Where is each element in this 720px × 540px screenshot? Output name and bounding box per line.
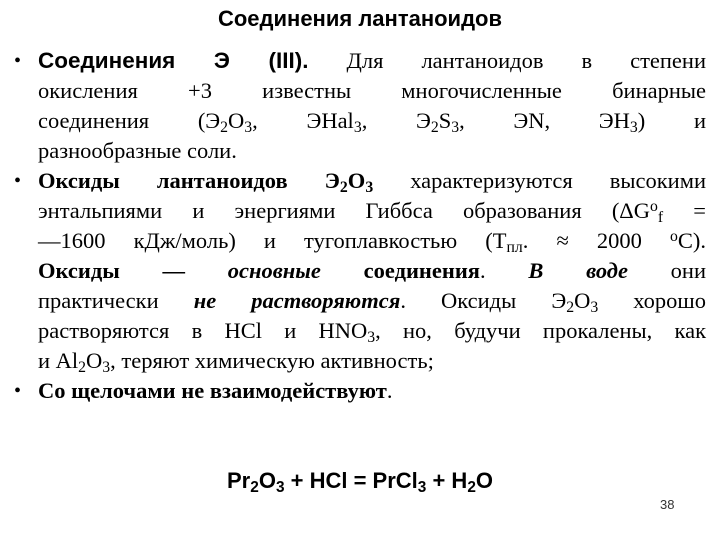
text-run: они [627, 258, 707, 283]
text-run: С). [677, 228, 706, 253]
text-run: соединения (Э [38, 108, 221, 133]
bullet-3-line-1 [38, 376, 706, 406]
bullet-dot: • [14, 50, 22, 72]
bullet-2-line-2 [38, 196, 706, 226]
compounds-e3-heading: Соединения Э (III). [38, 48, 309, 73]
subscript: 2 [220, 118, 229, 136]
text-run: Pr [227, 468, 251, 493]
text-run: S [438, 108, 452, 133]
subscript: 3 [275, 478, 285, 496]
bullet-1-line-4 [38, 136, 706, 166]
text-run: основные [227, 258, 321, 283]
text-run: энтальпиями и энергиями Гиббса образования (ΔG [38, 198, 651, 223]
subscript: 3 [590, 298, 599, 316]
text-run: В воде [528, 258, 628, 283]
subscript: 2 [339, 178, 348, 196]
text-run: O [258, 468, 276, 493]
bullet-dot: • [14, 380, 22, 402]
bullet-dot: • [14, 170, 22, 192]
superscript: o [650, 197, 658, 215]
page-number: 38 [660, 497, 675, 512]
bullet-1 [14, 46, 706, 166]
text-run: O [475, 468, 493, 493]
text-run: не растворяются [193, 288, 401, 313]
bullet-2-line-6 [38, 316, 706, 346]
text-run: , ЭHal [252, 108, 354, 133]
subscript: 3 [353, 118, 362, 136]
bullet-3-text [38, 376, 706, 406]
text-run: разнообразные соли. [38, 138, 237, 163]
subscript: 3 [417, 478, 427, 496]
subscript: 3 [102, 358, 111, 376]
bullet-3 [14, 376, 706, 406]
text-run: + HCl = PrCl [284, 468, 418, 493]
text-run: . [479, 258, 529, 283]
subscript: 3 [244, 118, 253, 136]
text-run: O [86, 348, 103, 373]
text-run: = [663, 198, 706, 223]
bullet-1-text [38, 46, 706, 166]
text-run: Для лантаноидов в степени [308, 48, 706, 73]
text-run: ) и [637, 108, 706, 133]
text-run: + H [426, 468, 468, 493]
bullet-1-line-2 [38, 76, 706, 106]
bullet-2-line-4 [38, 256, 706, 286]
text-run: характеризуются высокими [373, 168, 706, 193]
text-run: . Оксиды Э [400, 288, 567, 313]
bullet-2-line-7 [38, 346, 706, 376]
subscript: 3 [451, 118, 460, 136]
text-run: окисления +3 известны многочисленные бинарные [38, 78, 706, 103]
subscript: f [657, 208, 664, 226]
subscript: 2 [78, 358, 87, 376]
text-run: и Al [38, 348, 79, 373]
alkali-heading: Со щелочами не взаимодействуют [38, 378, 387, 403]
text-run: , ЭN, ЭН [459, 108, 630, 133]
slide-body [14, 46, 706, 406]
bullet-2 [14, 166, 706, 376]
text-run: , Э [361, 108, 431, 133]
subscript: 2 [467, 478, 476, 496]
superscript: o [670, 227, 678, 245]
bullet-2-line-1 [38, 166, 706, 196]
subscript: 3 [629, 118, 638, 136]
bullet-2-text [38, 166, 706, 376]
subscript: 2 [566, 298, 575, 316]
text-run: соединения [320, 258, 480, 283]
subscript: 2 [430, 118, 439, 136]
bullet-2-line-5 [38, 286, 706, 316]
text-run: растворяются в HCl и HNO [38, 318, 368, 343]
text-run: Оксиды — [38, 258, 228, 283]
slide-title: Соединения лантаноидов [217, 6, 503, 31]
text-run: O [347, 168, 366, 193]
text-run: O [228, 108, 245, 133]
bullet-1-line-3 [38, 106, 706, 136]
subscript: 3 [367, 328, 376, 346]
text-run: —1600 кДж/моль) и тугоплавкостью (Т [38, 228, 507, 253]
subscript: 2 [250, 478, 259, 496]
text-run: , теряют химическую активность; [110, 348, 434, 373]
subscript: пл [506, 238, 523, 256]
bullet-1-line-1 [38, 46, 706, 76]
text-run: практически [38, 288, 194, 313]
bullet-2-line-3 [38, 226, 706, 256]
text-run: хорошо [598, 288, 706, 313]
subscript: 3 [365, 178, 374, 196]
reaction-equation [0, 468, 720, 494]
text-run: . [386, 378, 393, 403]
text-run: , но, будучи прокалены, как [375, 318, 706, 343]
text-run: O [574, 288, 591, 313]
oxides-heading: Оксиды лантаноидов Э [38, 168, 340, 193]
text-run: . ≈ 2000 [522, 228, 670, 253]
